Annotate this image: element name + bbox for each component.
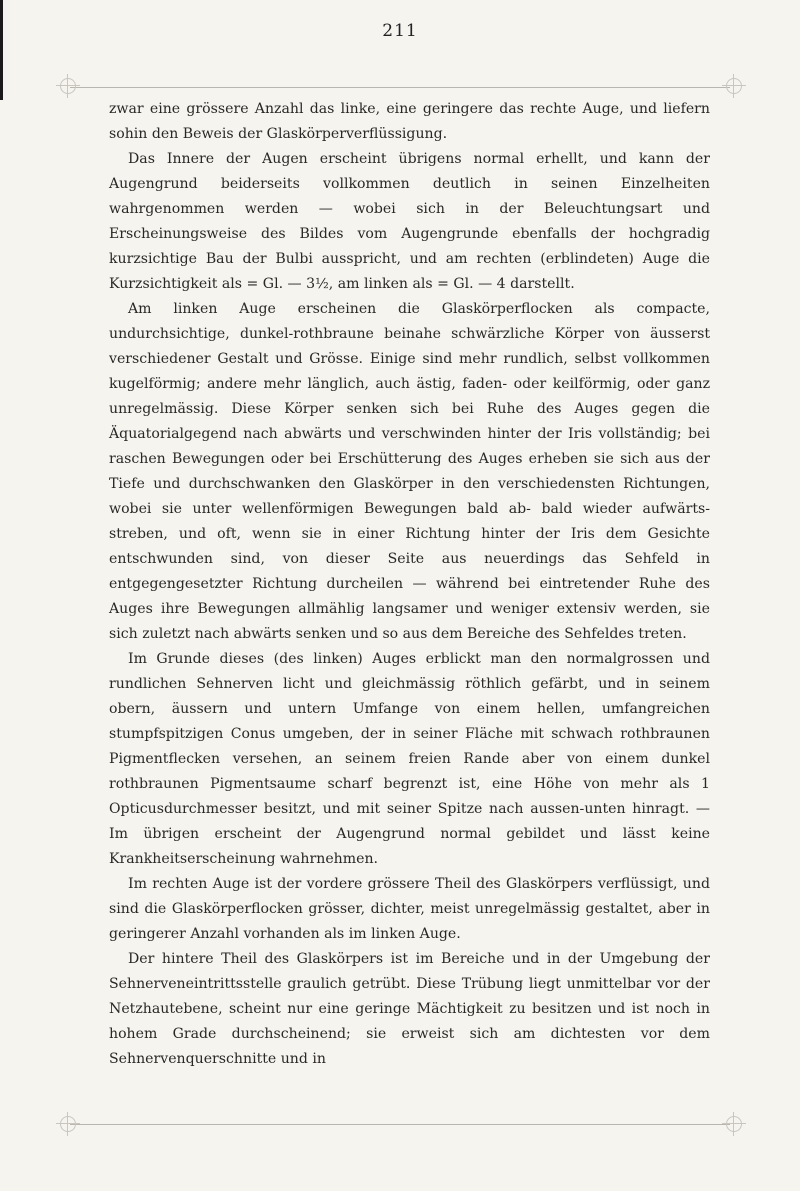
scan-edge	[0, 0, 3, 100]
paragraph: Das Innere der Augen erscheint übrigens normal erhellt, und kann der Augengrund beiderseits vollkommen deutlich in seinen Einzelheiten wahrgenommen werden — wobei sich in der Beleuchtungsart und Erscheinungsweise des Bildes vom Augengrunde ebenfalls der hochgradig kurzsichtige Bau der Bulbi ausspricht, und am rechten (erblindeten) Auge die Kurzsichtigkeit als = Gl. — 3½, am linken als = Gl. — 4 darstellt.	[109, 151, 710, 292]
paragraph: zwar eine grössere Anzahl das linke, eine geringere das rechte Auge, und liefern sohin den Beweis der Glaskörperverflüssigung.	[109, 101, 710, 142]
paragraph: Am linken Auge erscheinen die Glaskörperflocken als compacte, undurchsichtige, dunkel-rothbraune beinahe schwärzliche Körper von äusserst verschiedener Gestalt und Grösse. Einige sind mehr rundlich, selbst vollkommen kugelförmig; andere mehr länglich, auch ästig, faden- oder keilförmig, oder ganz unregelmässig. Diese Körper senken sich bei Ruhe des Auges gegen die Äquatorialgegend nach abwärts und verschwinden hinter der Iris vollständig; bei raschen Bewegungen oder bei Erschütterung des Auges erheben sie sich aus der Tiefe und durchschwanken den Glaskörper in den verschiedensten Richtungen, wobei sie unter wellenförmigen Bewegungen bald ab- bald wieder aufwärts-streben, und oft, wenn sie in einer Richtung hinter der Iris dem Gesichte entschwunden sind, von dieser Seite aus neuerdings das Sehfeld in entgegengesetzter Richtung durcheilen — während bei eintretender Ruhe des Auges ihre Bewegungen allmählig langsamer und weniger extensiv werden, sie sich zuletzt nach abwärts senken und so aus dem Bereiche des Sehfeldes treten.	[109, 301, 710, 642]
crop-mark-icon	[726, 78, 742, 94]
crop-mark-icon	[60, 1116, 76, 1132]
crop-mark-icon	[726, 1116, 742, 1132]
crop-line-bottom	[70, 1124, 730, 1125]
paragraph: Der hintere Theil des Glaskörpers ist im Bereiche und in der Umgebung der Sehnerveneintrittsstelle graulich getrübt. Diese Trübung liegt unmittelbar vor der Netzhautebene, scheint nur eine geringe Mächtigkeit zu besitzen und ist noch in hohem Grade durchscheinend; sie erweist sich am dichtesten vor dem Sehnervenquerschnitte und in	[109, 951, 710, 1067]
crop-mark-icon	[60, 78, 76, 94]
paragraph: Im Grunde dieses (des linken) Auges erblickt man den normalgrossen und rundlichen Sehnerven licht und gleichmässig röthlich gefärbt, und in seinem obern, äussern und untern Umfange von einem hellen, umfangreichen stumpfspitzigen Conus umgeben, der in seiner Fläche mit schwach rothbraunen Pigmentflecken versehen, an seinem freien Rande aber von einem dunkel rothbraunen Pigmentsaume scharf begrenzt ist, eine Höhe von mehr als 1 Opticusdurchmesser besitzt, und mit seiner Spitze nach aussen-unten hinragt. — Im übrigen erscheint der Augengrund normal gebildet und lässt keine Krankheitserscheinung wahrnehmen.	[109, 651, 710, 867]
paragraph: Im rechten Auge ist der vordere grössere Theil des Glaskörpers verflüssigt, und sind die Glaskörperflocken grösser, dichter, meist unregelmässig gestaltet, aber in geringerer Anzahl vorhanden als im linken Auge.	[109, 876, 710, 942]
body-text	[109, 97, 710, 1072]
page-number: 211	[382, 21, 418, 41]
crop-line-top	[70, 87, 730, 88]
